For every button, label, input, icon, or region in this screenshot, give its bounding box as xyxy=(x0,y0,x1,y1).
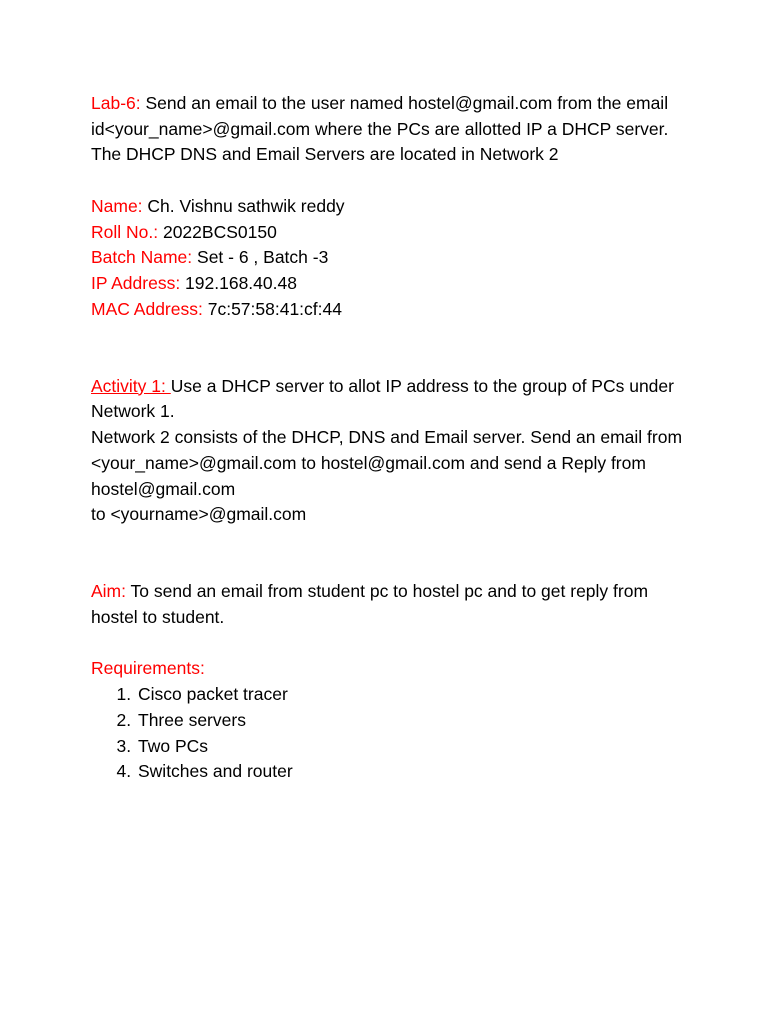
ip-label: IP Address: xyxy=(91,272,181,293)
batch-line xyxy=(91,245,691,271)
batch-value: Set - 6 , Batch -3 xyxy=(192,247,329,268)
list-item: 4. Switches and router xyxy=(136,759,691,785)
aim-text: To send an email from student pc to hostel pc and to get reply from hostel to student. xyxy=(91,581,649,628)
roll-label: Roll No.: xyxy=(91,221,159,242)
list-item: 1. Cisco packet tracer xyxy=(136,682,691,708)
mac-label: MAC Address: xyxy=(91,298,203,319)
list-item: 2. Three servers xyxy=(136,708,691,734)
ip-line xyxy=(91,271,691,297)
mac-line xyxy=(91,297,691,323)
roll-value: 2022BCS0150 xyxy=(158,221,277,242)
batch-label: Batch Name: xyxy=(91,247,193,268)
list-item: 3. Two PCs xyxy=(136,734,691,760)
name-line xyxy=(91,194,691,220)
activity-line-2: Network 2 consists of the DHCP, DNS and Email server. Send an email from xyxy=(91,427,683,448)
aim-paragraph xyxy=(91,579,691,630)
ip-value: 192.168.40.48 xyxy=(180,272,297,293)
activity-paragraph xyxy=(91,374,691,425)
activity-line-4: to <yourname>@gmail.com xyxy=(91,504,307,525)
requirements-heading: Requirements: xyxy=(91,658,205,679)
activity-label: Activity 1: xyxy=(91,375,171,396)
roll-line xyxy=(91,220,691,246)
name-label: Name: xyxy=(91,195,143,216)
mac-value: 7c:57:58:41:cf:44 xyxy=(202,298,342,319)
lab-label: Lab-6: xyxy=(91,93,141,113)
aim-label: Aim: xyxy=(91,581,126,602)
activity-line-1: Use a DHCP server to allot IP address to the group of PCs under Network 1. xyxy=(91,375,674,422)
requirements-list xyxy=(91,682,691,785)
document-page xyxy=(91,91,691,785)
name-value: Ch. Vishnu sathwik reddy xyxy=(142,195,345,216)
activity-line-3: <your_name>@gmail.com to hostel@gmail.com and send a Reply from hostel@gmail.com xyxy=(91,452,646,499)
lab-text: Send an email to the user named hostel@gmail.com from the email id<your_name>@gmail.com where the PCs are allotted IP a DHCP server. The DHCP DNS and Email Servers are located in Network 2 xyxy=(91,93,669,165)
lab-paragraph xyxy=(91,91,691,168)
